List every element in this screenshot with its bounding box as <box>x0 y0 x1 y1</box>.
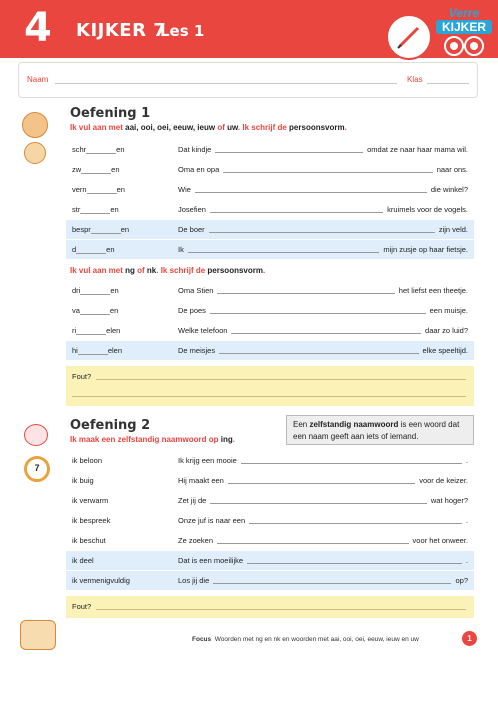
exercise2-instruction: Ik maak een zelfstandig naamwoord op ing. <box>70 435 235 444</box>
answer-line[interactable] <box>210 503 427 504</box>
answer-line[interactable] <box>217 543 409 544</box>
answer-line[interactable] <box>231 333 421 334</box>
exercise2-title: Oefening 2 <box>70 418 151 433</box>
sentence-start: Dat kindje <box>178 145 212 154</box>
exercise-row <box>66 281 474 300</box>
sentence-start: Oma en opa <box>178 165 220 174</box>
answer-line[interactable] <box>228 483 415 484</box>
exercise-row <box>66 321 474 340</box>
answer-line[interactable] <box>217 293 395 294</box>
sentence-start: Onze juf is naar een <box>178 516 246 525</box>
answer-line[interactable] <box>210 212 383 213</box>
answer-line[interactable] <box>215 152 363 153</box>
answer-line[interactable] <box>213 583 451 584</box>
word-fragment: va en <box>72 306 119 315</box>
exercise-row <box>66 160 474 179</box>
exercise-row <box>66 140 474 159</box>
verb: ik vermenigvuldig <box>72 576 130 585</box>
exercise-row <box>66 301 474 320</box>
sentence-end: voor de keizer. <box>419 476 468 485</box>
sentence-end: een muisje. <box>429 306 468 315</box>
sentence-end: naar ons. <box>436 165 468 174</box>
word-fragment: vern en <box>72 185 125 194</box>
verb: ik buig <box>72 476 94 485</box>
sentence-end: op? <box>455 576 468 585</box>
sentence-end: . <box>465 516 468 525</box>
sentence-start: Zet jij de <box>178 496 207 505</box>
binoculars-icon <box>436 35 492 57</box>
exercise1-instruction-2: Ik vul aan met ng of nk. Ik schrijf de persoonsvorm. <box>70 266 266 275</box>
logo-text-top: Verre <box>448 6 480 20</box>
magnifier-icon <box>24 456 50 482</box>
children-illustration-icon <box>20 620 56 650</box>
answer-line[interactable] <box>209 232 435 233</box>
letter-blank[interactable] <box>91 225 121 234</box>
mistakes-line-1[interactable] <box>96 379 466 380</box>
sentence-end: . <box>465 456 468 465</box>
exercise-row <box>66 240 474 259</box>
sentence-end: het liefst een theetje. <box>398 286 468 295</box>
word-fragment: str en <box>72 205 119 214</box>
exercise-row <box>66 220 474 239</box>
mistakes-line[interactable] <box>96 609 466 610</box>
exercise-row <box>66 571 474 590</box>
answer-line[interactable] <box>188 252 379 253</box>
letter-blank[interactable] <box>78 346 108 355</box>
exercise-row <box>66 451 474 470</box>
letter-blank[interactable] <box>76 245 106 254</box>
sentence-end: kruimels voor de vogels. <box>387 205 468 214</box>
sentence-start: Dat is een moeilijke <box>178 556 244 565</box>
verb: ik verwarm <box>72 496 109 505</box>
pencil-icon <box>386 14 432 60</box>
exercise-row <box>66 180 474 199</box>
sentence-end: daar zo luid? <box>425 326 468 335</box>
exercise-row <box>66 200 474 219</box>
verrekijker-logo <box>436 4 492 56</box>
name-class-bar <box>18 62 478 98</box>
child-avatar-icon-2 <box>24 142 46 164</box>
sentence-start: De boer <box>178 225 205 234</box>
lesson-label: Les 1 <box>160 22 205 40</box>
footer-focus: Focus Woorden met ng en nk en woorden met aai, ooi, oei, eeuw, ieuw en uw <box>192 636 419 643</box>
sentence-end: elke speeltijd. <box>422 346 468 355</box>
eraser-icon <box>24 424 48 446</box>
unit-number: 4 <box>24 5 52 51</box>
verb: ik bespreek <box>72 516 111 525</box>
exercise1-mistakes-box <box>66 366 474 406</box>
exercise-row <box>66 471 474 490</box>
word-fragment: zw en <box>72 165 120 174</box>
answer-line[interactable] <box>247 563 462 564</box>
answer-line[interactable] <box>210 313 426 314</box>
letter-blank[interactable] <box>76 326 106 335</box>
sentence-start: Ik <box>178 245 184 254</box>
verb: ik deel <box>72 556 94 565</box>
sentence-start: De meisjes <box>178 346 216 355</box>
answer-line[interactable] <box>223 172 433 173</box>
answer-line[interactable] <box>195 192 427 193</box>
exercise-row <box>66 551 474 570</box>
sentence-start: De poes <box>178 306 206 315</box>
sentence-start: Welke telefoon <box>178 326 228 335</box>
verb: ik beschut <box>72 536 106 545</box>
sentence-start: Josefien <box>178 205 206 214</box>
child-avatar-icon <box>22 112 48 138</box>
letter-blank[interactable] <box>87 185 117 194</box>
sentence-end: omdat ze naar haar mama wil. <box>367 145 468 154</box>
letter-blank[interactable] <box>86 145 116 154</box>
page-number: 1 <box>462 631 477 646</box>
answer-line[interactable] <box>249 523 462 524</box>
exercise-row <box>66 511 474 530</box>
word-fragment: hi elen <box>72 346 123 355</box>
exercise-row <box>66 341 474 360</box>
sentence-start: Los jij die <box>178 576 210 585</box>
sentence-end: . <box>465 556 468 565</box>
word-fragment: bespr en <box>72 225 130 234</box>
exercise1-instruction: Ik vul aan met aai, ooi, oei, eeuw, ieuw of uw. Ik schrijf de persoonsvorm. <box>70 123 347 132</box>
class-field[interactable] <box>427 83 469 84</box>
word-fragment: d en <box>72 245 115 254</box>
logo-text-bottom: KIJKER <box>436 20 492 34</box>
mistakes-label: Fout? <box>72 372 92 381</box>
sentence-end: zijn veld. <box>438 225 468 234</box>
letter-blank[interactable] <box>81 165 111 174</box>
word-fragment: dri en <box>72 286 119 295</box>
exercise1-title: Oefening 1 <box>70 106 151 121</box>
name-field[interactable] <box>55 83 397 84</box>
word-fragment: schr en <box>72 145 125 154</box>
letter-blank[interactable] <box>80 286 110 295</box>
letter-blank[interactable] <box>80 205 110 214</box>
sentence-start: Oma Stien <box>178 286 214 295</box>
sentence-start: Ze zoeken <box>178 536 214 545</box>
answer-line[interactable] <box>241 463 462 464</box>
answer-line[interactable] <box>219 353 419 354</box>
sentence-start: Ik krijg een mooie <box>178 456 237 465</box>
sentence-end: wat hoger? <box>430 496 468 505</box>
magnifier-number: 7 <box>34 463 40 473</box>
letter-blank[interactable] <box>80 306 110 315</box>
name-label: Naam <box>27 75 49 84</box>
sentence-start: Wie <box>178 185 191 194</box>
mistakes-label: Fout? <box>72 602 92 611</box>
sentence-end: die winkel? <box>430 185 468 194</box>
word-fragment: ri elen <box>72 326 121 335</box>
exercise-row <box>66 531 474 550</box>
exercise-row <box>66 491 474 510</box>
verb: ik beloon <box>72 456 103 465</box>
sentence-start: Hij maakt een <box>178 476 224 485</box>
sentence-end: voor het onweer. <box>412 536 468 545</box>
sentence-end: mijn zusje op haar fietsje. <box>383 245 468 254</box>
mistakes-line-2[interactable] <box>72 396 466 397</box>
definition-box: Een zelfstandig naamwoord is een woord dat een naam geeft aan iets of iemand. <box>286 415 474 445</box>
book-title: KIJKER 7 <box>76 20 167 41</box>
exercise2-mistakes-box <box>66 596 474 618</box>
class-label: Klas <box>407 75 423 84</box>
